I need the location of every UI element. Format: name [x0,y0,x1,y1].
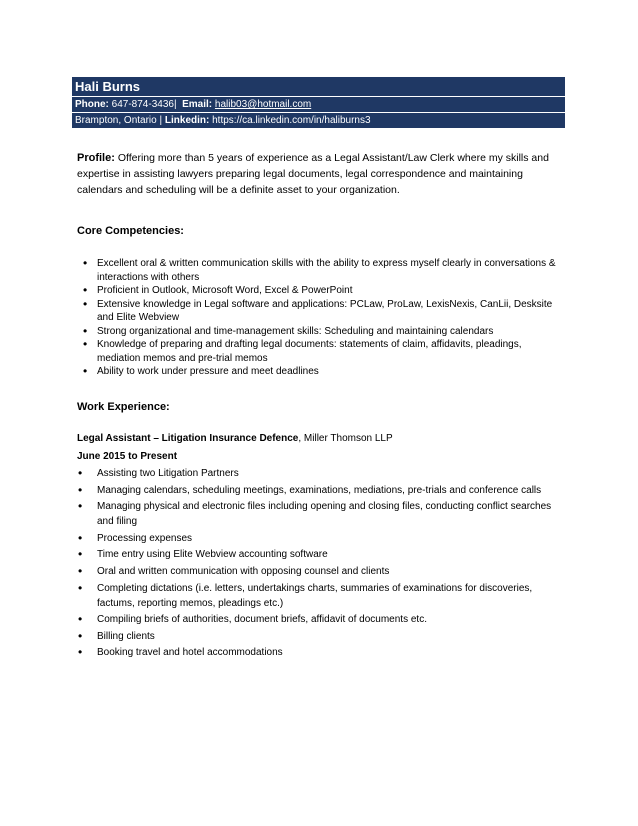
location-value: Brampton, Ontario [75,115,157,126]
resume-header [72,77,565,129]
employer-name: , Miller Thomson LLP [298,433,393,444]
list-item: • Oral and written communication with opposing counsel and clients [97,564,562,579]
candidate-name: Hali Burns [72,77,565,97]
list-item: • Billing clients [97,629,562,644]
duties-list [97,466,562,662]
location-line [72,113,565,129]
separator: | [159,115,163,126]
list-item: • Extensive knowledge in Legal software and applications: PCLaw, ProLaw, LexisNexis, CanLii, Desksite and Elite Webview [97,298,567,325]
profile-label: Profile: [77,152,115,164]
job-title-line [77,433,557,444]
list-item: • Excellent oral & written communication skills with the ability to express myself clearly in conversations & interactions with others [97,257,567,284]
list-item: • Booking travel and hotel accommodations [97,645,562,660]
list-item: • Managing calendars, scheduling meetings, examinations, mediations, pre-trials and conference calls [97,483,562,498]
list-item: • Managing physical and electronic files including opening and closing files, conducting conflict searches and filing [97,499,562,529]
list-item: • Completing dictations (i.e. letters, undertakings charts, summaries of examinations for discoveries, factums, reporting memos, pleadings etc.) [97,581,562,611]
list-item: • Compiling briefs of authorities, document briefs, affidavit of documents etc. [97,612,562,627]
list-item: • Strong organizational and time-management skills: Scheduling and maintaining calendars [97,325,567,339]
job-dates: June 2015 to Present [77,451,178,462]
list-item: • Proficient in Outlook, Microsoft Word, Excel & PowerPoint [97,284,567,298]
list-item: • Ability to work under pressure and meet deadlines [97,365,567,379]
list-item: • Processing expenses [97,531,562,546]
linkedin-label: Linkedin: [164,115,210,126]
competencies-list [97,257,567,379]
list-item: • Time entry using Elite Webview accounting software [97,547,562,562]
list-item: • Knowledge of preparing and drafting legal documents: statements of claim, affidavits, pleadings, mediation memos and pre-trial memos [97,338,567,365]
contact-line [72,97,565,113]
linkedin-url[interactable]: https://ca.linkedin.com/in/haliburns3 [212,115,371,126]
competencies-heading: Core Competencies: [77,225,184,237]
experience-heading: Work Experience: [77,401,170,413]
email-label: Email: [182,99,213,110]
profile-text: Offering more than 5 years of experience as a Legal Assistant/Law Clerk where my skills and expertise in assisting lawyers preparing legal documents, legal correspondence and maintaining calendars and scheduling will be a definite asset to your organization. [77,152,549,196]
phone-value: 647-874-3436 [111,99,174,110]
email-link[interactable]: halib03@hotmail.com [214,99,312,110]
separator: | [173,99,177,110]
profile-section [77,150,562,198]
job-title: Legal Assistant – Litigation Insurance Defence [77,433,299,444]
phone-label: Phone: [75,99,109,110]
list-item: • Assisting two Litigation Partners [97,466,562,481]
